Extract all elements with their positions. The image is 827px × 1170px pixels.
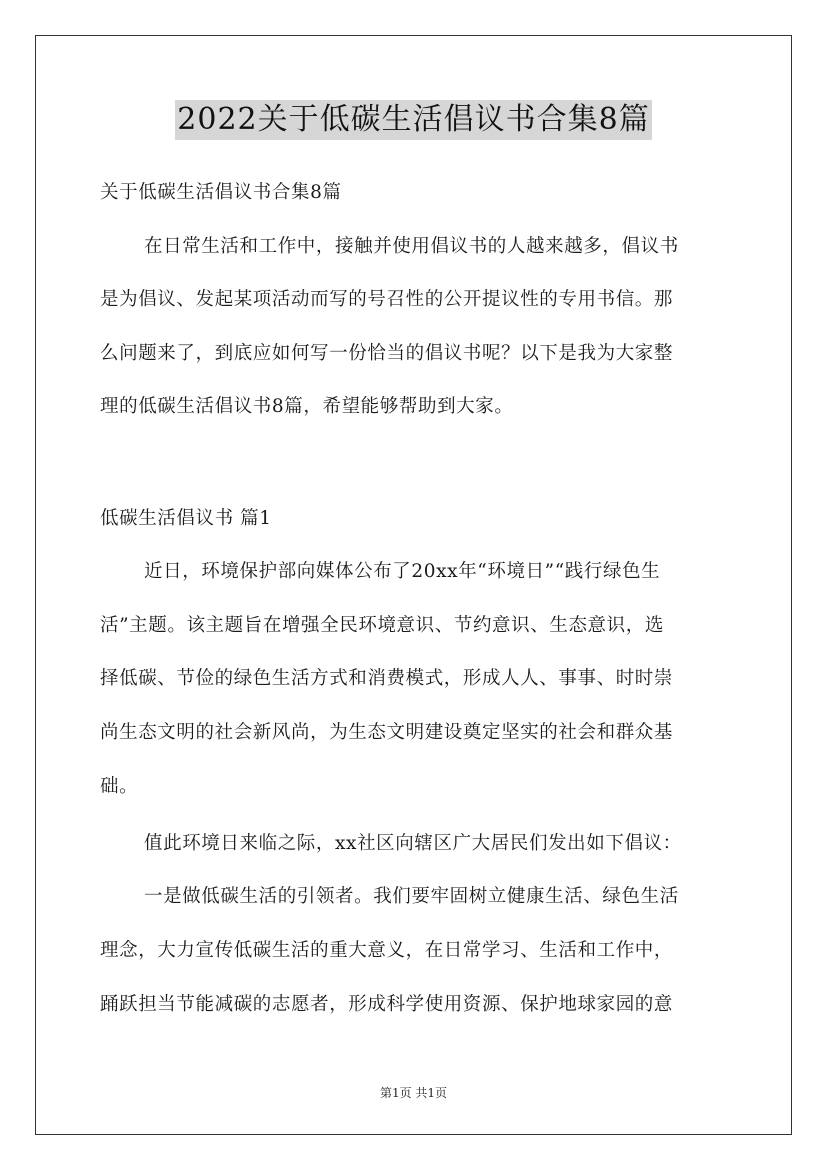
intro-line: 在日常生活和工作中，接触并使用倡议书的人越来越多，倡议书 — [144, 236, 679, 257]
intro-line: 是为倡议、发起某项活动而写的号召性的公开提议性的专用书信。那 — [100, 289, 674, 310]
section-line: 踊跃担当节能减碳的志愿者，形成科学使用资源、保护地球家园的意 — [100, 994, 674, 1015]
section-heading: 低碳生活倡议书 篇1 — [100, 508, 272, 529]
page-footer: 第1页 共1页 — [379, 1086, 448, 1100]
intro-line: 理的低碳生活倡议书8篇，希望能够帮助到大家。 — [100, 396, 514, 417]
section-line: 础。 — [100, 776, 139, 797]
document-title: 2022关于低碳生活倡议书合集8篇 — [175, 100, 651, 140]
intro-line: 么问题来了，到底应如何写一份恰当的倡议书呢？以下是我为大家整 — [100, 343, 674, 364]
section-line: 择低碳、节俭的绿色生活方式和消费模式，形成人人、事事、时时崇 — [100, 668, 674, 689]
section-line: 值此环境日来临之际，xx社区向辖区广大居民们发出如下倡议： — [144, 833, 682, 854]
section-line: 近日，环境保护部向媒体公布了20xx年“环境日”“践行绿色生 — [144, 561, 661, 582]
section-line: 活”主题。该主题旨在增强全民环境意识、节约意识、生态意识，选 — [100, 615, 664, 636]
section-line: 一是做低碳生活的引领者。我们要牢固树立健康生活、绿色生活 — [144, 886, 679, 907]
document-subtitle: 关于低碳生活倡议书合集8篇 — [100, 182, 342, 203]
title-container — [0, 100, 827, 140]
section-line: 理念，大力宣传低碳生活的重大意义，在日常学习、生活和工作中， — [100, 940, 674, 961]
section-line: 尚生态文明的社会新风尚，为生态文明建设奠定坚实的社会和群众基 — [100, 722, 674, 743]
